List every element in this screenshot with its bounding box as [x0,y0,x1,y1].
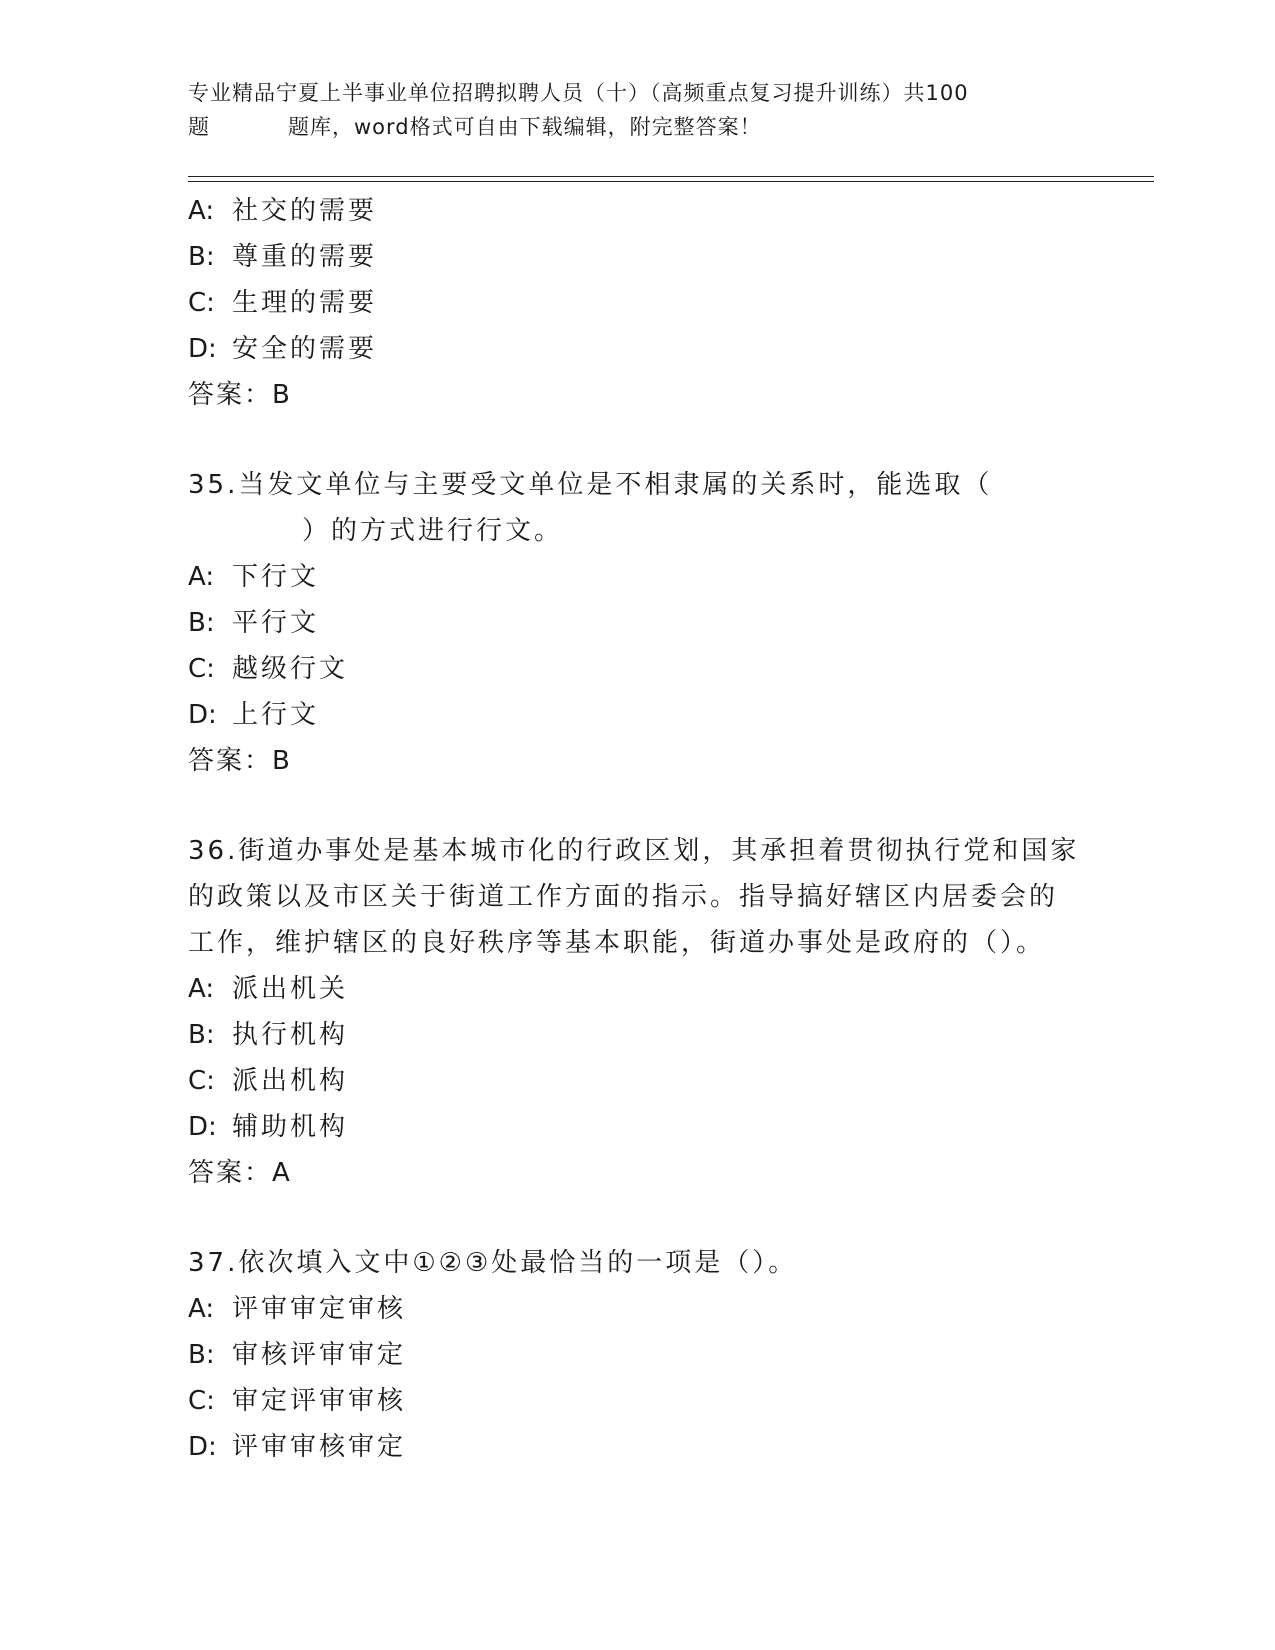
question-text-line1: 36.街道办事处是基本城市化的行政区划，其承担着贯彻执行党和国家 [188,836,1080,866]
option-a: A: 下行文 [188,562,320,592]
option-a: A: 社交的需要 [188,196,378,226]
option-c: C: 生理的需要 [188,288,378,318]
option-b: B: 平行文 [188,608,320,638]
option-a: A: 评审审定审核 [188,1294,407,1324]
page-header [188,76,1088,144]
question-text-line2: 的政策以及市区关于街道工作方面的指示。指导搞好辖区内居委会的 [188,882,1059,912]
question-35 [188,462,1088,784]
question-34 [188,188,1088,418]
option-a: A: 派出机关 [188,974,349,1004]
header-divider-bottom [188,181,1154,182]
answer: 答案：B [188,746,292,776]
answer: 答案：B [188,380,292,410]
question-text-line1: 35.当发文单位与主要受文单位是不相隶属的关系时，能选取（ [188,470,993,500]
option-d: D: 辅助机构 [188,1112,349,1142]
header-title-line2 [188,110,1088,144]
option-b: B: 执行机构 [188,1020,349,1050]
question-content [188,188,1088,1470]
header-divider-top [188,176,1154,177]
question-37 [188,1240,1088,1470]
option-c: C: 越级行文 [188,654,349,684]
option-b: B: 审核评审审定 [188,1340,407,1370]
question-text-line3: 工作，维护辖区的良好秩序等基本职能，街道办事处是政府的（）。 [188,928,1046,958]
option-b: B: 尊重的需要 [188,242,378,272]
answer: 答案：A [188,1158,292,1188]
question-text-line2: ）的方式进行行文。 [302,516,564,546]
option-d: D: 上行文 [188,700,320,730]
option-d: D: 安全的需要 [188,334,378,364]
question-text-line1: 37.依次填入文中①②③处最恰当的一项是（）。 [188,1248,798,1278]
option-c: C: 派出机构 [188,1066,349,1096]
option-c: C: 审定评审审核 [188,1386,407,1416]
question-36 [188,828,1088,1196]
header-title-line2-start: 题 [188,115,210,139]
header-title-line2-rest: 题库，word格式可自由下载编辑，附完整答案！ [288,115,762,139]
option-d: D: 评审审核审定 [188,1432,407,1462]
header-title-line1: 专业精品宁夏上半事业单位招聘拟聘人员（十）（高频重点复习提升训练）共100 [188,81,969,105]
